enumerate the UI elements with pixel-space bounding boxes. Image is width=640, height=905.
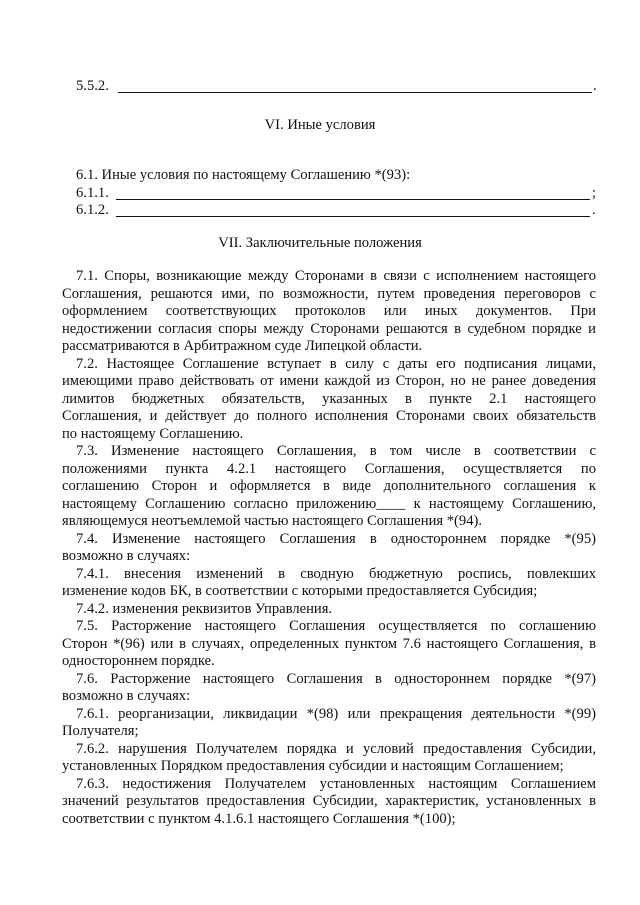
text-line: недостижении согласия споры между Сторонами решаются в судебном порядке и <box>62 321 596 337</box>
text-line: 7.6.1. реорганизации, ликвидации *(98) или прекращения деятельности *(99) <box>76 706 596 722</box>
clause-6-1: 6.1. Иные условия по настоящему Соглашению *(93): <box>76 167 411 183</box>
text-line: являющемуся неотъемлемой частью настоящего Соглашения *(94). <box>62 513 483 529</box>
text-line: по настоящему Соглашению. <box>62 426 244 442</box>
clause-6-1-1-end: ; <box>592 185 597 201</box>
text-line: соответствии с пунктом 4.1.6.1 настоящего Соглашения *(100); <box>62 811 456 827</box>
text-line: 7.6.2. нарушения Получателем порядка и условий предоставления Субсидии, <box>76 741 596 757</box>
blank-line-6-1-1 <box>116 199 590 200</box>
clause-6-1-2-end: . <box>592 202 596 218</box>
text-line: Соглашения, решаются ими, по возможности, путем проведения переговоров с <box>62 286 596 302</box>
text-line: имеющими право действовать от имени каждой из Сторон, но не ранее доведения <box>62 373 596 389</box>
text-line: Соглашения, и действует до полного исполнения Сторонами своих обязательств <box>62 408 596 424</box>
text-line: установленных Порядком предоставления субсидии и настоящим Соглашением; <box>62 758 564 774</box>
text-line: 7.4.1. внесения изменений в сводную бюджетную роспись, повлекших <box>76 566 596 582</box>
text-line: возможно в случаях: <box>62 548 191 564</box>
blank-line-6-1-2 <box>116 216 590 217</box>
text-line: изменение кодов БК, в соответствии с которыми предоставляется Субсидия; <box>62 583 538 599</box>
text-line: 7.5. Расторжение настоящего Соглашения осуществляется по соглашению <box>76 618 596 634</box>
text-line: 7.6.3. недостижения Получателем установленных настоящим Соглашением <box>76 776 596 792</box>
text-line: 7.6. Расторжение настоящего Соглашения в одностороннем порядке *(97) <box>76 671 596 687</box>
text-line: 7.2. Настоящее Соглашение вступает в силу с даты его подписания лицами, <box>76 356 596 372</box>
text-line: одностороннем порядке. <box>62 653 215 669</box>
text-line: лимитов бюджетных обязательств, указанных в пункте 2.1 настоящего <box>62 391 596 407</box>
text-line: Сторон *(96) или в случаях, определенных пунктом 7.6 настоящего Соглашения, в <box>62 636 596 652</box>
text-line: 7.1. Споры, возникающие между Сторонами в связи с исполнением настоящего <box>76 268 596 284</box>
section-7-title: VII. Заключительные положения <box>218 235 422 251</box>
clause-6-1-2-number: 6.1.2. <box>76 202 109 218</box>
clause-5-5-2-number: 5.5.2. <box>76 78 109 94</box>
text-line: 7.4.2. изменения реквизитов Управления. <box>76 601 333 617</box>
text-line: настоящему Соглашению согласно приложению____ к настоящему Соглашению, <box>62 496 596 512</box>
text-line: 7.3. Изменение настоящего Соглашения, в том числе в соответствии с <box>76 443 596 459</box>
text-line: оформлением соответствующих протоколов или иных документов. При <box>62 303 596 319</box>
clause-5-5-2-end: . <box>593 78 597 94</box>
text-line: соглашению Сторон и оформляется в виде дополнительного соглашения к <box>62 478 596 494</box>
text-line: Получателя; <box>62 723 139 739</box>
text-line: возможно в случаях: <box>62 688 191 704</box>
text-line: значений результатов предоставления Субсидии, характеристик, установленных в <box>62 793 596 809</box>
text-line: 7.4. Изменение настоящего Соглашения в одностороннем порядке *(95) <box>76 531 596 547</box>
text-line: рассматриваются в Арбитражном суде Липецкой области. <box>62 338 423 354</box>
text-line: положениями пункта 4.2.1 настоящего Соглашения, осуществляется по <box>62 461 596 477</box>
blank-line-5-5-2 <box>118 92 592 93</box>
section-6-title: VI. Иные условия <box>264 117 376 133</box>
clause-6-1-1-number: 6.1.1. <box>76 185 109 201</box>
